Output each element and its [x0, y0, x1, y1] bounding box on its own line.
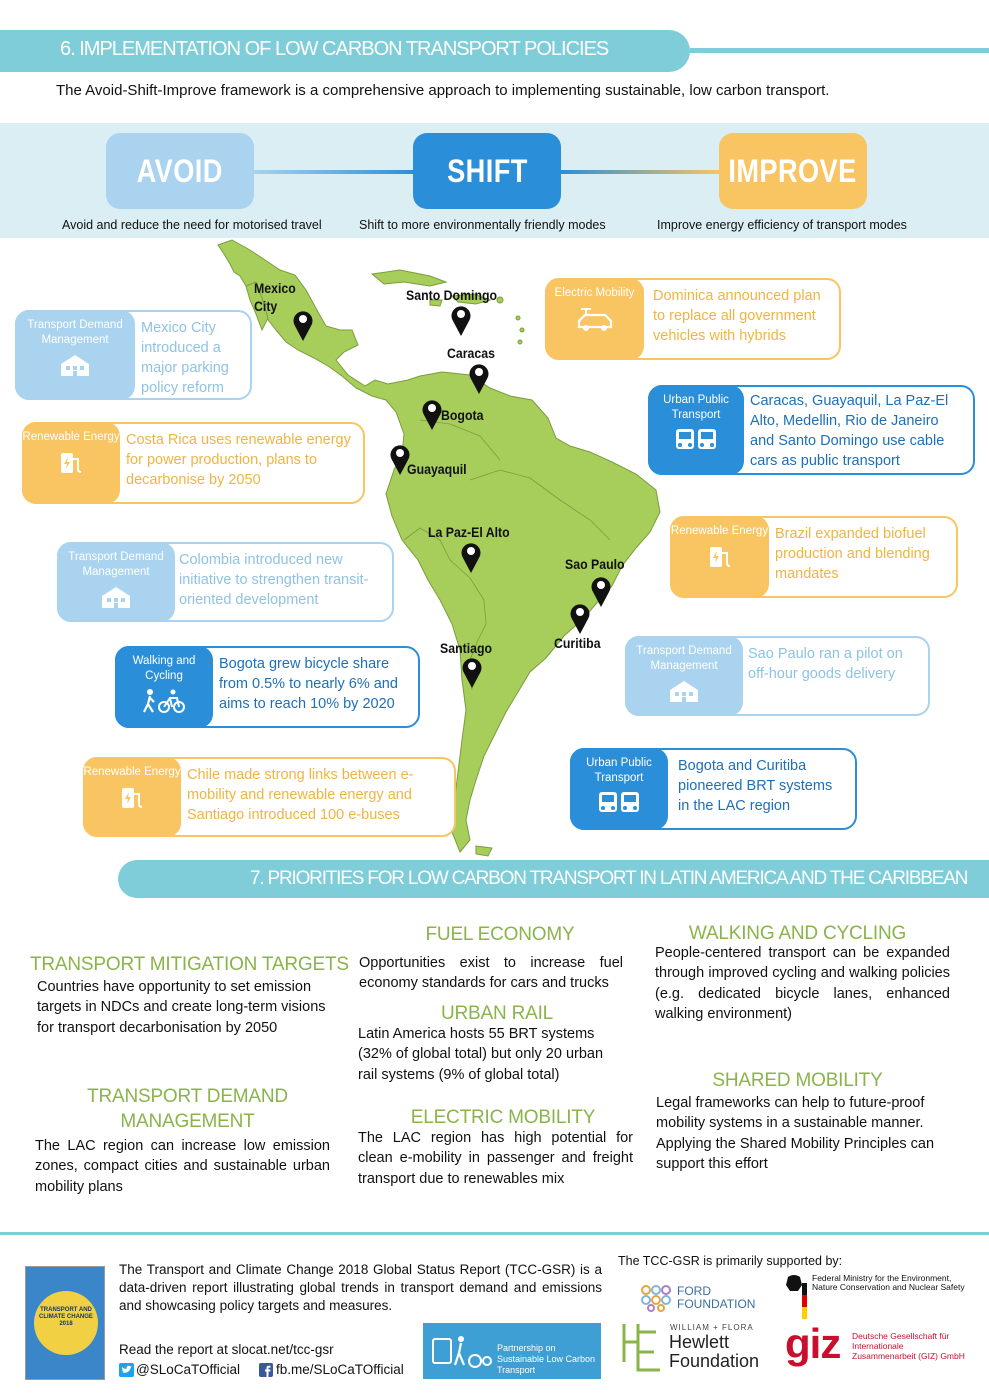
- map-pin-icon: [449, 303, 473, 337]
- card-text: Dominica announced plan to replace all government vehicles with hybrids: [653, 288, 821, 344]
- city-label-la-paz: La Paz-El Alto: [428, 524, 510, 540]
- policy-card-colombia: Transport Demand Management Colombia introduced new initiative to strengthen transit-oriented development: [57, 542, 394, 622]
- priority-title-tdm: MANAGEMENT: [120, 1111, 255, 1132]
- lesser-antilles: [516, 316, 520, 320]
- ppmc-logo: Partnership on Sustainable Low Carbon Transport: [423, 1323, 601, 1379]
- giz-full-name: Deutsche Gesellschaft für Internationale Zusammenarbeit (GIZ) GmbH: [852, 1331, 965, 1361]
- priority-title-walking: WALKING AND CYCLING: [688, 923, 907, 944]
- avoid-caption: Avoid and reduce the need for motorised travel: [62, 218, 322, 232]
- section6-header-line: [690, 48, 989, 53]
- building-icon: [59, 352, 91, 378]
- card-text: Mexico City introduced a major parking policy reform: [141, 320, 229, 396]
- priority-body-walking: People-centered transport can be expanded through improved cycling and walking policies (e.g. dedicated bicycle lanes, enhanced walking environment): [655, 945, 950, 1022]
- card-text: Colombia introduced new initiative to strengthen transit-oriented development: [179, 552, 369, 608]
- priority-body-tdm: The LAC region can increase low emission zones, compact cities and sustainable urban mobility plans: [35, 1138, 330, 1195]
- map-pin-icon: [589, 574, 613, 608]
- report-cover-image: TRANSPORT AND CLIMATE CHANGE 2018: [25, 1266, 105, 1380]
- bmu-name: Federal Ministry for the Environment, Nature Conservation and Nuclear Safety: [812, 1273, 965, 1293]
- city-label-bogota: Bogota: [441, 407, 484, 423]
- building-icon: [100, 584, 132, 610]
- card-text: Brazil expanded biofuel production and blending mandates: [775, 526, 930, 582]
- priority-title-rail: URBAN RAIL: [440, 1003, 554, 1024]
- ford-foundation-logo-icon: [638, 1282, 674, 1312]
- priority-body-mitigation: Countries have opportunity to set emission targets in NDCs and create long-term visions for transport decarbonisation by 2050: [37, 979, 326, 1036]
- section6-title: 6. IMPLEMENTATION OF LOW CARBON TRANSPORT POLICIES: [60, 38, 609, 60]
- ev-charger-icon: [706, 543, 734, 571]
- city-label-santiago: Santiago: [440, 640, 493, 656]
- puerto-rico: [497, 297, 503, 303]
- shift-caption: Shift to more environmentally friendly modes: [359, 218, 606, 232]
- giz-logo-text: giz: [785, 1320, 841, 1367]
- twitter-handle[interactable]: @SLoCaTOfficial: [136, 1362, 240, 1377]
- policy-card-brazil: Renewable Energy Brazil expanded biofuel production and blending mandates: [670, 516, 958, 598]
- improve-caption: Improve energy efficiency of transport modes: [657, 218, 907, 232]
- city-label-sao-paulo: Sao Paulo: [565, 556, 625, 572]
- report-description: The Transport and Climate Change 2018 Global Status Report (TCC-GSR) is a data-driven report illustrating global trends in transport demand and emissions and showcasing policy targets and measures.: [119, 1262, 602, 1313]
- bmu-logo-icon: [778, 1273, 810, 1321]
- policy-card-dominica: Electric Mobility Dominica announced plan to replace all government vehicles with hybrids: [545, 278, 841, 360]
- footer-divider: [0, 1232, 989, 1235]
- map-pin-icon: [460, 655, 484, 689]
- map-pin-icon: [568, 601, 592, 635]
- hewlett-logo-icon: [620, 1322, 664, 1372]
- avoid-box: AVOID: [106, 133, 254, 209]
- hewlett-name: Hewlett Foundation: [669, 1332, 760, 1371]
- card-text: Costa Rica uses renewable energy for power production, plans to decarbonise by 2050: [126, 432, 351, 488]
- walk-bike-icon: [142, 688, 186, 714]
- card-text: Bogota grew bicycle share from 0.5% to nearly 6% and aims to reach 10% by 2020: [219, 656, 398, 712]
- card-text: Bogota and Curitiba pioneered BRT systems in the LAC region: [678, 758, 833, 814]
- priority-title-fuel: FUEL ECONOMY: [425, 924, 575, 945]
- policy-card-brt: Urban Public Transport Bogota and Curitiba pioneered BRT systems in the LAC region: [570, 748, 857, 830]
- ppmc-transport-icon: [431, 1331, 493, 1371]
- section6-intro: The Avoid-Shift-Improve framework is a comprehensive approach to implementing sustainable, low carbon transport.: [56, 82, 830, 99]
- priority-title-shared: SHARED MOBILITY: [712, 1070, 883, 1091]
- hewlett-subtitle: WILLIAM + FLORA: [670, 1323, 754, 1332]
- card-text: Sao Paulo ran a pilot on off-hour goods delivery: [748, 646, 903, 682]
- facebook-link[interactable]: fb.me/SLoCaTOfficial: [276, 1362, 404, 1377]
- city-label-curitiba: Curitiba: [554, 635, 601, 651]
- ford-foundation-name: FORD FOUNDATION: [677, 1284, 756, 1311]
- improve-box: IMPROVE: [719, 133, 867, 209]
- policy-card-cable-cars: Urban Public Transport Caracas, Guayaquil, La Paz-El Alto, Medellin, Rio de Janeiro and Santo Domingo use cable cars as public transport: [648, 385, 975, 475]
- map-pin-icon: [467, 361, 491, 395]
- priority-body-rail: Latin America hosts 55 BRT systems (32% of global total) but only 20 urban rail systems (9% of global total): [358, 1026, 604, 1083]
- framework-connector: [560, 170, 720, 174]
- cuba: [372, 270, 446, 286]
- policy-card-costa-rica: Renewable Energy Costa Rica uses renewable energy for power production, plans to decarbonise by 2050: [22, 422, 365, 504]
- bus-icon: [674, 427, 718, 453]
- priority-title-tdm: TRANSPORT DEMAND: [87, 1086, 288, 1107]
- framework-connector: [252, 170, 414, 174]
- bus-icon: [597, 790, 641, 816]
- card-text: Caracas, Guayaquil, La Paz-El Alto, Medellin, Rio de Janeiro and Santo Domingo use cable cars as public transport: [750, 393, 949, 469]
- policy-card-mexico: Transport Demand Management Mexico City introduced a major parking policy reform: [15, 310, 252, 400]
- map-pin-icon: [459, 540, 483, 574]
- supported-by-label: The TCC-GSR is primarily supported by:: [618, 1254, 843, 1268]
- section7-title: 7. PRIORITIES FOR LOW CARBON TRANSPORT IN LATIN AMERICA AND THE CARIBBEAN: [250, 868, 968, 889]
- lesser-antilles: [518, 340, 522, 344]
- priority-body-shared: Legal frameworks can help to future-proof mobility systems in a sustainable manner. Applying the Shared Mobility Principles can support this effort: [656, 1095, 935, 1172]
- priority-title-emob: ELECTRIC MOBILITY: [410, 1107, 596, 1128]
- tierra-del-fuego: [476, 846, 492, 856]
- shift-box: SHIFT: [413, 133, 561, 209]
- priority-title-mitigation: TRANSPORT MITIGATION TARGETS: [30, 954, 349, 975]
- city-label-guayaquil: Guayaquil: [407, 461, 467, 477]
- ev-charger-icon: [118, 784, 146, 812]
- ev-charger-icon: [57, 449, 85, 477]
- policy-card-bogota-cycling: Walking and Cycling Bogota grew bicycle share from 0.5% to nearly 6% and aims to reach 10% by 2020: [115, 646, 420, 728]
- priority-body-emob: The LAC region has high potential for clean e-mobility in passenger and freight transport due to renewables mix: [358, 1130, 633, 1187]
- city-label-caracas: Caracas: [447, 345, 495, 361]
- city-label-santo-domingo: Santo Domingo: [406, 287, 498, 303]
- report-link[interactable]: Read the report at slocat.net/tcc-gsr: [119, 1342, 334, 1357]
- twitter-icon: [119, 1363, 134, 1377]
- lesser-antilles: [520, 328, 524, 332]
- policy-card-chile: Renewable Energy Chile made strong links between e-mobility and renewable energy and Santiago introduced 100 e-buses: [83, 757, 456, 837]
- policy-card-sao-paulo: Transport Demand Management Sao Paulo ran a pilot on off-hour goods delivery: [625, 636, 930, 716]
- priority-body-fuel: Opportunities exist to increase fuel economy standards for cars and trucks: [359, 955, 623, 992]
- card-text: Chile made strong links between e-mobility and renewable energy and Santiago introduced 100 e-buses: [187, 767, 414, 823]
- electric-car-icon: [575, 305, 615, 333]
- facebook-icon: [259, 1363, 273, 1377]
- building-icon: [668, 678, 700, 704]
- city-label-mexico-city: Mexico City: [254, 280, 296, 315]
